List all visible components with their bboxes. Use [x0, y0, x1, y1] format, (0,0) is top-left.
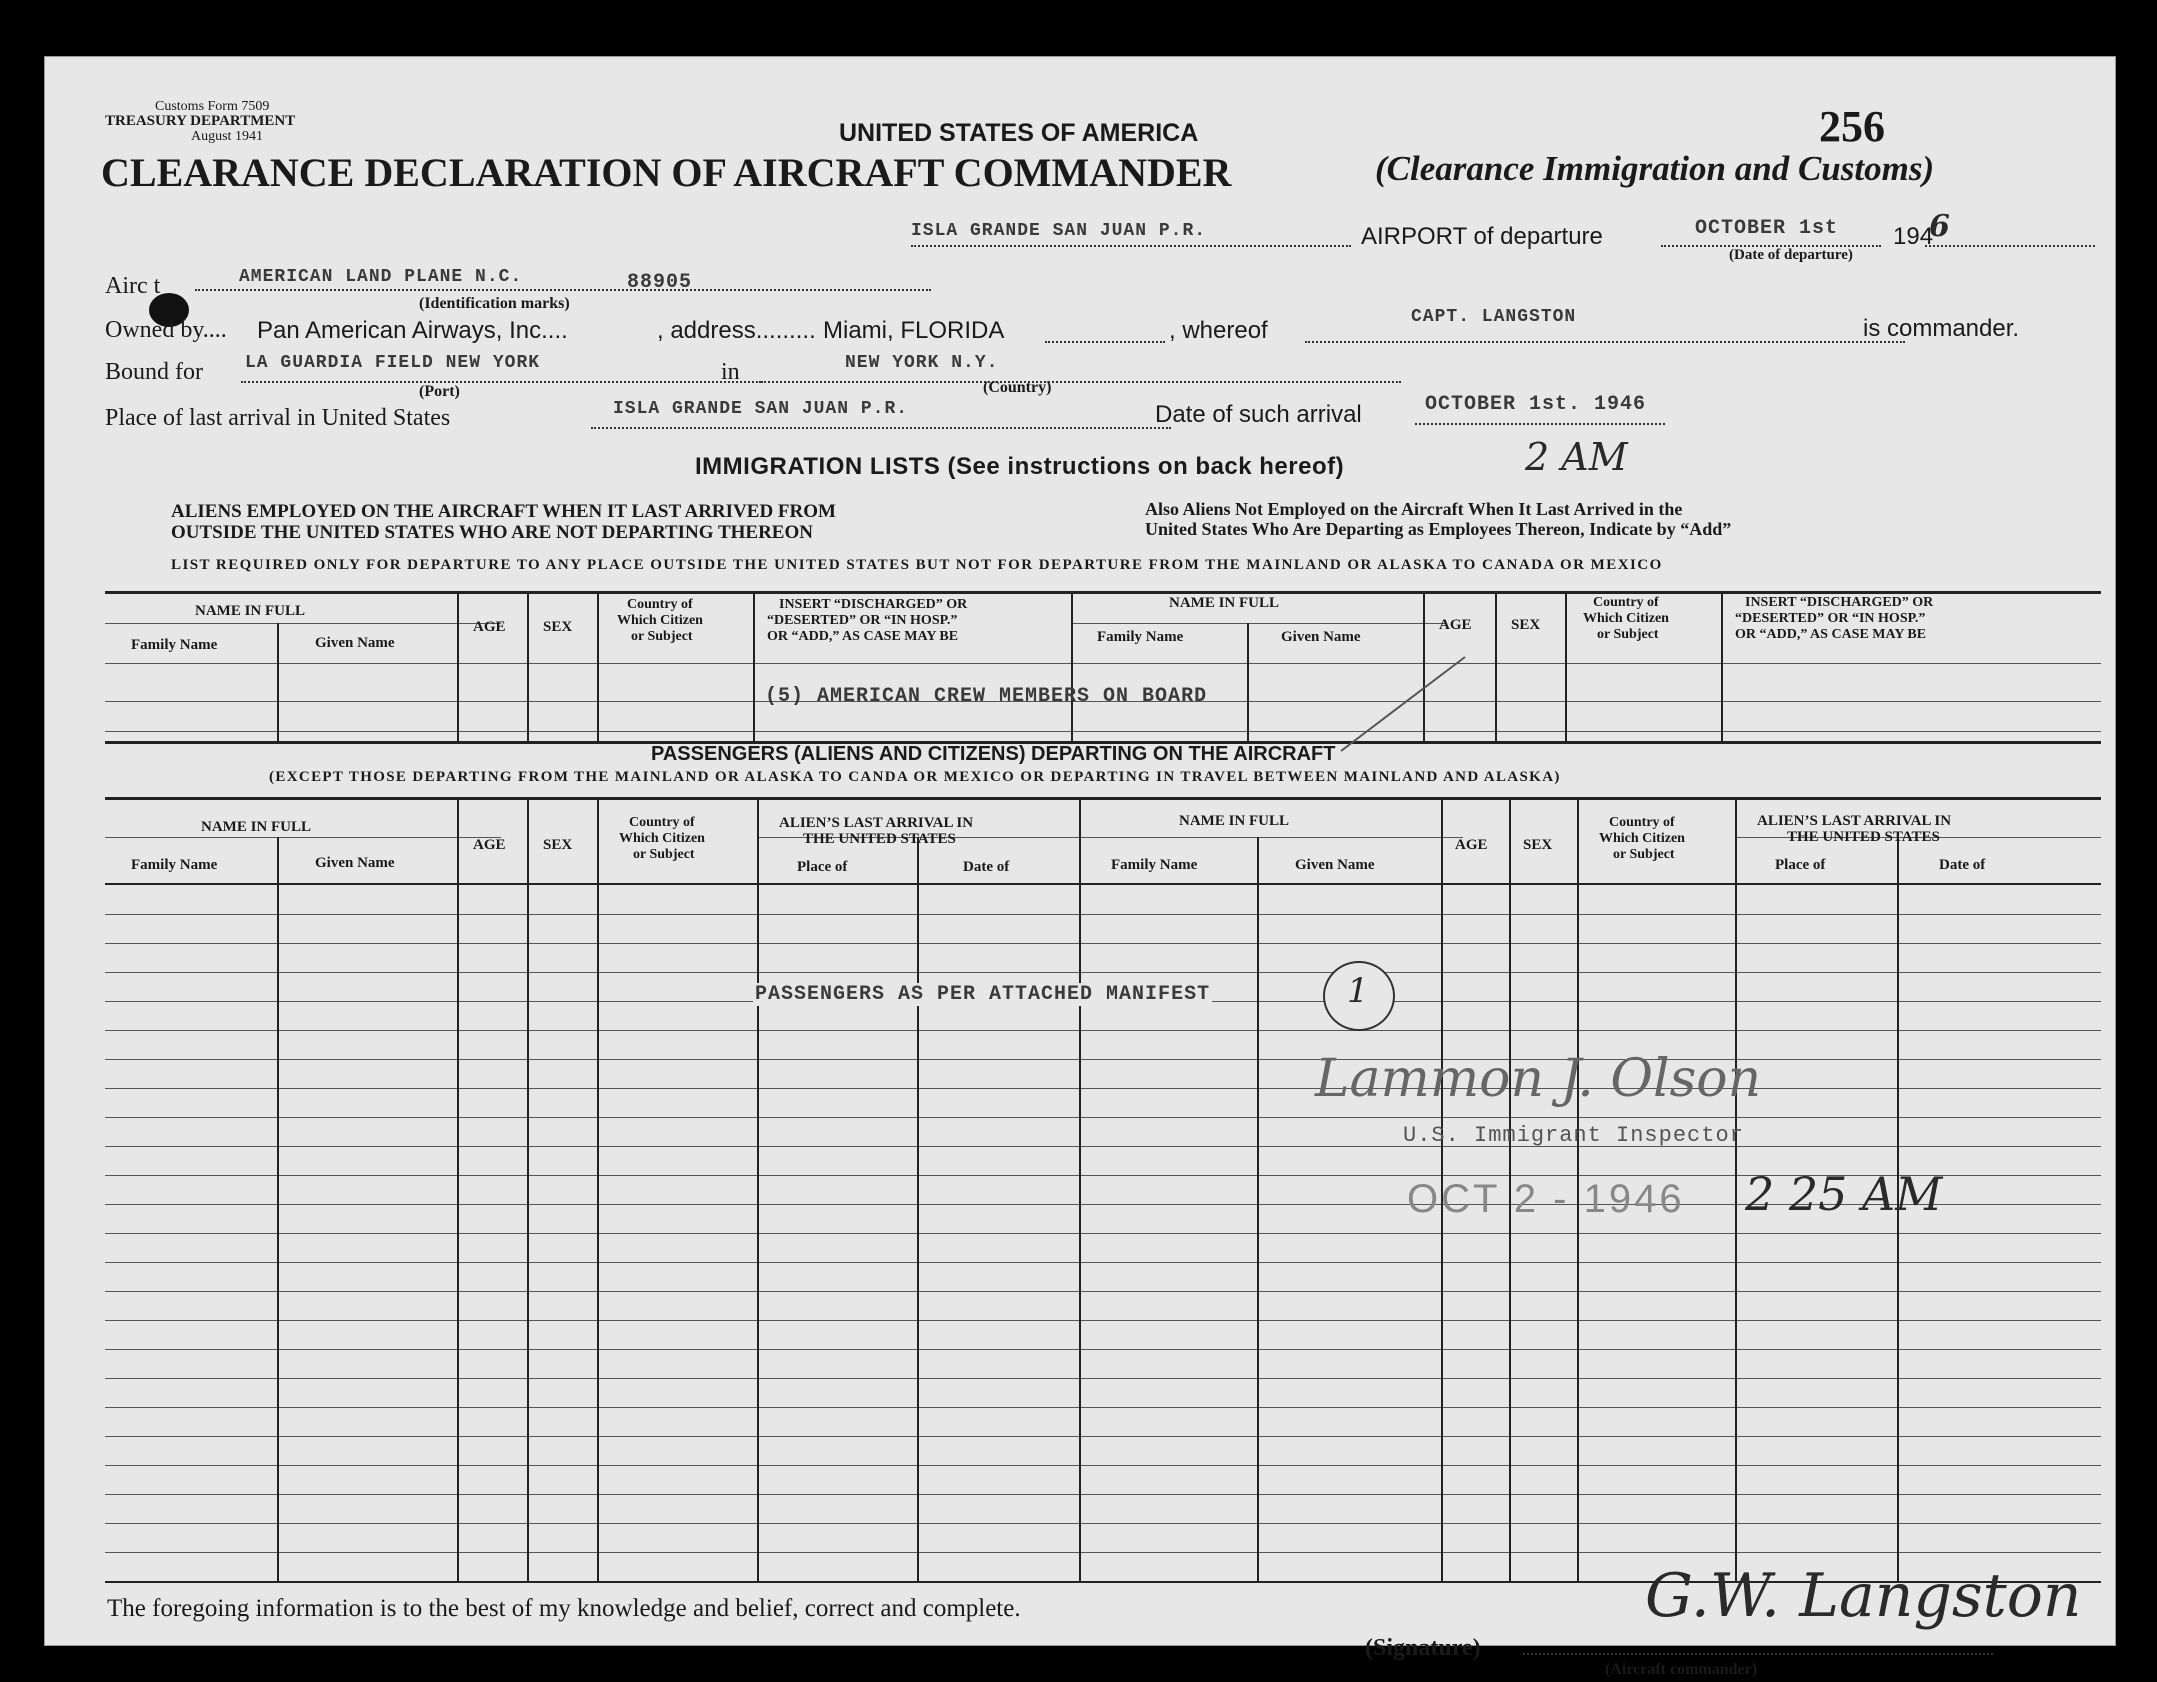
crew-insert-header-3: OR “ADD,” AS CASE MAY BE	[767, 629, 959, 644]
last-arrival-dots	[591, 427, 1171, 429]
passenger-row-rule	[105, 943, 2101, 944]
arrival-date-label: Date of such arrival	[1155, 401, 1362, 428]
passenger-row-rule	[105, 1320, 2101, 1321]
document-number: 256	[1819, 102, 1885, 151]
passengers-name-split-left	[105, 837, 501, 838]
address-label: , address.........	[657, 317, 816, 344]
country-value: NEW YORK N.Y.	[845, 353, 999, 373]
pass-country-header-right-3: or Subject	[1613, 847, 1675, 862]
crew-name-header: NAME IN FULL	[195, 603, 306, 619]
passenger-row-rule	[105, 1465, 2101, 1466]
left-note-line-1: ALIENS EMPLOYED ON THE AIRCRAFT WHEN IT LAST ARRIVED FROM	[171, 501, 836, 522]
passenger-row-rule	[105, 1146, 2101, 1147]
last-arrival-label: Place of last arrival in United States	[105, 405, 451, 431]
signature-caption: (Aircraft commander)	[1605, 1661, 1758, 1678]
in-label: in	[721, 359, 740, 385]
passenger-row-rule	[105, 1378, 2101, 1379]
passenger-col	[917, 837, 919, 1581]
ident-caption: (Identification marks)	[419, 295, 570, 312]
whereof-label: , whereof	[1169, 317, 1268, 344]
crew-country-header-2: Which Citizen	[617, 613, 703, 628]
passenger-row-rule	[105, 1233, 2101, 1234]
bound-value: LA GUARDIA FIELD NEW YORK	[245, 353, 541, 373]
crew-given-name-header-right: Given Name	[1281, 629, 1361, 645]
passenger-col	[277, 837, 279, 1581]
passenger-col	[757, 799, 759, 1581]
crew-family-name-header-right: Family Name	[1097, 629, 1184, 645]
departure-date-value: OCTOBER 1st	[1695, 217, 1839, 240]
pass-family-name-header-right: Family Name	[1111, 857, 1198, 873]
stamp-date: OCT 2 - 1946	[1407, 1177, 1685, 1221]
aircraft-dots	[195, 289, 931, 291]
crew-col	[457, 593, 459, 741]
clearance-declaration-form	[44, 56, 2116, 1678]
inspector-signature: Lammon J. Olson	[1315, 1049, 1762, 1109]
crew-col	[527, 593, 529, 741]
passenger-col	[1079, 799, 1081, 1581]
crew-row-rule-2	[105, 731, 2101, 732]
address-value: Miami, FLORIDA	[823, 317, 1005, 344]
crew-col	[1071, 593, 1073, 741]
crew-col	[1565, 593, 1567, 741]
passenger-row-rule	[105, 914, 2101, 915]
aircraft-number: 88905	[627, 271, 693, 294]
form-number: Customs Form 7509	[155, 99, 270, 114]
pass-country-header-2: Which Citizen	[619, 831, 705, 846]
pass-last-arrival-header-2: THE UNITED STATES	[803, 831, 956, 847]
owner-value: Pan American Airways, Inc....	[257, 317, 568, 344]
crew-table-top	[105, 591, 2101, 594]
passenger-row-rule	[105, 1291, 2101, 1292]
immigration-heading: IMMIGRATION LISTS (See instructions on back hereof)	[695, 453, 1345, 480]
passenger-row-rule	[105, 972, 2101, 973]
passenger-row-rule	[105, 1407, 2101, 1408]
right-note-line-2: United States Who Are Departing as Employees Thereon, Indicate by “Add”	[1145, 519, 1732, 539]
pass-last-arrival-header-1: ALIEN’S LAST ARRIVAL IN	[779, 815, 974, 831]
pass-last-arrival-header-right-2: THE UNITED STATES	[1787, 829, 1940, 845]
stamp-time: 2 25 AM	[1745, 1167, 1943, 1221]
passenger-row-rule	[105, 1262, 2101, 1263]
form-date: August 1941	[191, 129, 263, 144]
pass-country-header-3: or Subject	[633, 847, 695, 862]
passenger-row-rule	[105, 1117, 2101, 1118]
pass-last-arrival-header-right-1: ALIEN’S LAST ARRIVAL IN	[1757, 813, 1952, 829]
pass-sex-header: SEX	[543, 837, 573, 853]
passenger-col	[457, 799, 459, 1581]
passenger-col	[1257, 837, 1259, 1581]
signature-label: (Signature)	[1365, 1635, 1481, 1661]
crew-col	[597, 593, 599, 741]
bound-dots	[241, 381, 761, 383]
arrival-date-dots	[1415, 423, 1665, 425]
crew-sex-header: SEX	[543, 619, 573, 635]
aircraft-label: Airc t	[105, 273, 161, 299]
crew-insert-header-right-1: INSERT “DISCHARGED” OR	[1745, 595, 1934, 610]
pass-date-header: Date of	[963, 859, 1010, 875]
crew-insert-header-1: INSERT “DISCHARGED” OR	[779, 597, 968, 612]
pass-given-name-header: Given Name	[315, 855, 395, 871]
crew-country-header-3: or Subject	[631, 629, 693, 644]
year-dots	[1925, 245, 2095, 247]
crew-age-header: AGE	[473, 619, 506, 635]
passengers-table-top	[105, 797, 2101, 800]
commander-value: CAPT. LANGSTON	[1411, 307, 1577, 327]
passenger-row-rule	[105, 1523, 2101, 1524]
crew-country-header-right-2: Which Citizen	[1583, 611, 1669, 626]
year-prefix: 194	[1893, 223, 1934, 250]
arrival-date-value: OCTOBER 1st. 1946	[1425, 393, 1647, 416]
crew-given-name-header: Given Name	[315, 635, 395, 651]
passenger-row-rule	[105, 1030, 2101, 1031]
country-heading: UNITED STATES OF AMERICA	[839, 119, 1199, 147]
crew-col	[1247, 623, 1249, 741]
crew-col	[1495, 593, 1497, 741]
pass-age-header-right: AGE	[1455, 837, 1488, 853]
pass-place-header-right: Place of	[1775, 857, 1826, 873]
passenger-row-rule	[105, 1494, 2101, 1495]
passengers-heading: PASSENGERS (ALIENS AND CITIZENS) DEPARTING ON THE AIRCRAFT	[651, 743, 1336, 765]
pass-country-header-right-2: Which Citizen	[1599, 831, 1685, 846]
inspector-title: U.S. Immigrant Inspector	[1403, 1123, 1744, 1148]
airport-dots	[911, 245, 1351, 247]
year-digit: 6	[1929, 209, 1950, 244]
crew-col	[753, 593, 755, 741]
pass-country-header-right-1: Country of	[1609, 815, 1675, 830]
pass-country-header-1: Country of	[629, 815, 695, 830]
country-dots	[761, 381, 1401, 383]
department: TREASURY DEPARTMENT	[105, 113, 296, 129]
airport-label: AIRPORT of departure	[1361, 223, 1603, 250]
crew-col	[1721, 593, 1723, 741]
pass-family-name-header: Family Name	[131, 857, 218, 873]
form-subtitle: (Clearance Immigration and Customs)	[1375, 149, 1935, 188]
crew-name-split-right	[1071, 623, 1447, 624]
passenger-col	[597, 799, 599, 1581]
owned-label: Owned by....	[105, 317, 227, 343]
pass-name-header: NAME IN FULL	[201, 819, 312, 835]
crew-name-header-right: NAME IN FULL	[1169, 595, 1280, 611]
crew-insert-header-right-3: OR “ADD,” AS CASE MAY BE	[1735, 627, 1927, 642]
crew-slash-mark	[1335, 651, 1475, 761]
passenger-row-rule	[105, 1436, 2101, 1437]
passenger-row-rule	[105, 1059, 2101, 1060]
crew-insert-header-2: “DESERTED” OR “IN HOSP.”	[767, 613, 958, 628]
crew-age-header-right: AGE	[1439, 617, 1472, 633]
crew-family-name-header: Family Name	[131, 637, 218, 653]
last-arrival-value: ISLA GRANDE SAN JUAN P.R.	[613, 399, 909, 419]
crew-country-header-right-1: Country of	[1593, 595, 1659, 610]
country-caption: (Country)	[983, 379, 1052, 396]
right-note-line-1: Also Aliens Not Employed on the Aircraft When It Last Arrived in the	[1145, 499, 1683, 519]
passengers-header-bottom	[105, 883, 2101, 885]
departure-caption: (Date of departure)	[1729, 247, 1853, 263]
pass-place-header: Place of	[797, 859, 848, 875]
is-commander-label: is commander.	[1863, 315, 2020, 342]
commander-dots	[1305, 341, 1905, 343]
crew-insert-header-right-2: “DESERTED” OR “IN HOSP.”	[1735, 611, 1926, 626]
passenger-col	[527, 799, 529, 1581]
manifest-stamp: PASSENGERS AS PER ATTACHED MANIFEST	[755, 983, 1211, 1006]
passenger-row-rule	[105, 1349, 2101, 1350]
aircraft-value: AMERICAN LAND PLANE N.C.	[239, 267, 523, 287]
address-dots	[1045, 341, 1165, 343]
passengers-subheading: (EXCEPT THOSE DEPARTING FROM THE MAINLAND OR ALASKA TO CANDA OR MEXICO OR DEPARTING IN TRAVEL BETWEEN MAINLAND AND ALASKA)	[269, 769, 1561, 785]
form-title: CLEARANCE DECLARATION OF AIRCRAFT COMMANDER	[101, 150, 1232, 195]
passenger-row-rule	[105, 1552, 2101, 1553]
signature-line	[1523, 1653, 1993, 1655]
crew-subheader-rule	[105, 663, 2101, 664]
handwritten-time: 2 AM	[1525, 435, 1628, 479]
port-caption: (Port)	[419, 383, 460, 400]
crew-country-header-right-3: or Subject	[1597, 627, 1659, 642]
commander-signature: G.W. Langston	[1645, 1561, 2082, 1631]
declaration-text: The foregoing information is to the best of my knowledge and belief, correct and complete.	[107, 1595, 1021, 1622]
crew-col	[277, 623, 279, 741]
crew-stamp: (5) AMERICAN CREW MEMBERS ON BOARD	[765, 685, 1208, 708]
pass-sex-header-right: SEX	[1523, 837, 1553, 853]
pass-name-header-right: NAME IN FULL	[1179, 813, 1290, 829]
manifest-count: 1	[1347, 971, 1369, 1011]
passenger-col	[1735, 799, 1737, 1581]
crew-name-split-left	[105, 623, 501, 624]
pass-age-header: AGE	[473, 837, 506, 853]
pass-given-name-header-right: Given Name	[1295, 857, 1375, 873]
list-note: LIST REQUIRED ONLY FOR DEPARTURE TO ANY PLACE OUTSIDE THE UNITED STATES BUT NOT FOR DEPARTURE FROM THE MAINLAND OR ALASKA TO CANADA OR MEXICO	[171, 557, 1663, 573]
crew-country-header-1: Country of	[627, 597, 693, 612]
left-note-line-2: OUTSIDE THE UNITED STATES WHO ARE NOT DEPARTING THEREON	[171, 522, 813, 543]
passenger-row-rule	[105, 1088, 2101, 1089]
bound-label: Bound for	[105, 359, 203, 385]
airport-value: ISLA GRANDE SAN JUAN P.R.	[911, 221, 1207, 241]
passengers-name-split-right	[1079, 837, 1463, 838]
pass-date-header-right: Date of	[1939, 857, 1986, 873]
crew-sex-header-right: SEX	[1511, 617, 1541, 633]
